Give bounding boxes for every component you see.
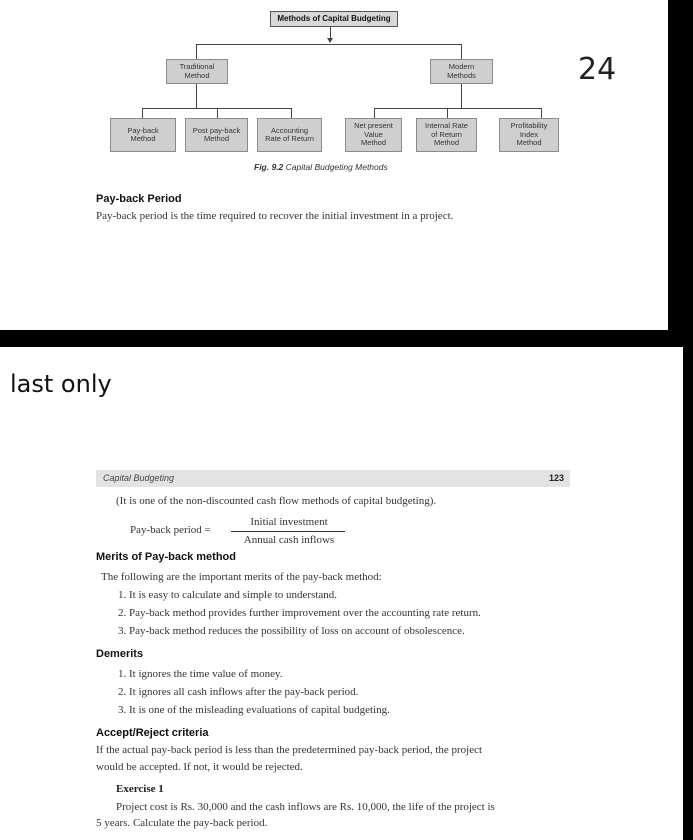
formula-denominator: Annual cash inflows	[243, 534, 335, 546]
screen-border-right-lower	[683, 347, 693, 840]
formula-lhs: Pay-back period =	[130, 524, 211, 536]
accept-reject-heading: Accept/Reject criteria	[96, 727, 209, 739]
formula-numerator: Initial investment	[250, 516, 328, 528]
connector	[461, 84, 462, 108]
page-header	[96, 470, 570, 487]
merits-intro: The following are the important merits of the pay-back method:	[101, 571, 382, 583]
connector-arrow	[327, 38, 333, 43]
connector	[541, 108, 542, 118]
diagram-leaf-post-payback: Post pay-back Method	[185, 118, 248, 152]
payback-period-heading: Pay-back Period	[96, 193, 182, 205]
side-page-number: 24	[578, 52, 617, 87]
diagram-root-box: Methods of Capital Budgeting	[270, 11, 398, 27]
figure-number: Fig. 9.2	[254, 162, 284, 172]
connector	[196, 84, 197, 108]
connector	[196, 44, 462, 45]
diagram-branch-traditional: Traditional Method	[166, 59, 228, 84]
formula-fraction	[229, 516, 349, 548]
screenshot-divider	[0, 330, 693, 347]
connector	[142, 108, 143, 118]
exercise-text: Project cost is Rs. 30,000 and the cash inflows are Rs. 10,000, the life of the project is	[116, 801, 495, 813]
merit-item: 3. Pay-back method reduces the possibility of loss on account of obsolescence.	[118, 625, 465, 637]
payback-period-definition: Pay-back period is the time required to recover the initial investment in a project.	[96, 210, 454, 222]
page-header-title: Capital Budgeting	[103, 473, 175, 483]
accept-reject-text: would be accepted. If not, it would be rejected.	[96, 761, 303, 773]
annotation-text: last only	[10, 370, 112, 398]
merit-item: 1. It is easy to calculate and simple to understand.	[118, 589, 338, 601]
figure-caption-text: Capital Budgeting Methods	[285, 162, 388, 172]
connector	[461, 44, 462, 59]
fraction-bar	[231, 531, 345, 532]
connector	[217, 108, 218, 118]
connector	[196, 44, 197, 59]
diagram-leaf-pi: Profitability Index Method	[499, 118, 559, 152]
accept-reject-text: If the actual pay-back period is less than the predetermined pay-back period, the project	[96, 744, 483, 756]
connector	[374, 108, 542, 109]
merits-heading: Merits of Pay-back method	[96, 551, 236, 563]
demerit-item: 3. It is one of the misleading evaluations of capital budgeting.	[118, 704, 390, 716]
diagram-leaf-payback: Pay-back Method	[110, 118, 176, 152]
connector	[374, 108, 375, 118]
diagram-branch-modern: Modern Methods	[430, 59, 493, 84]
page-number: 123	[548, 473, 564, 483]
diagram-leaf-npv: Net present Value Method	[345, 118, 402, 152]
demerits-heading: Demerits	[96, 648, 144, 660]
connector	[447, 108, 448, 118]
demerit-item: 2. It ignores all cash inflows after the pay-back period.	[118, 686, 359, 698]
exercise-heading: Exercise 1	[116, 783, 164, 795]
intro-text: (It is one of the non-discounted cash flow methods of capital budgeting).	[116, 495, 437, 507]
exercise-text: 5 years. Calculate the pay-back period.	[96, 817, 268, 829]
diagram-leaf-irr: Internal Rate of Return Method	[416, 118, 477, 152]
demerit-item: 1. It ignores the time value of money.	[118, 668, 283, 680]
figure-caption	[254, 162, 388, 172]
merit-item: 2. Pay-back method provides further improvement over the accounting rate return.	[118, 607, 481, 619]
diagram-leaf-arr: Accounting Rate of Return	[257, 118, 322, 152]
screen-border-right	[668, 0, 693, 330]
connector	[291, 108, 292, 118]
